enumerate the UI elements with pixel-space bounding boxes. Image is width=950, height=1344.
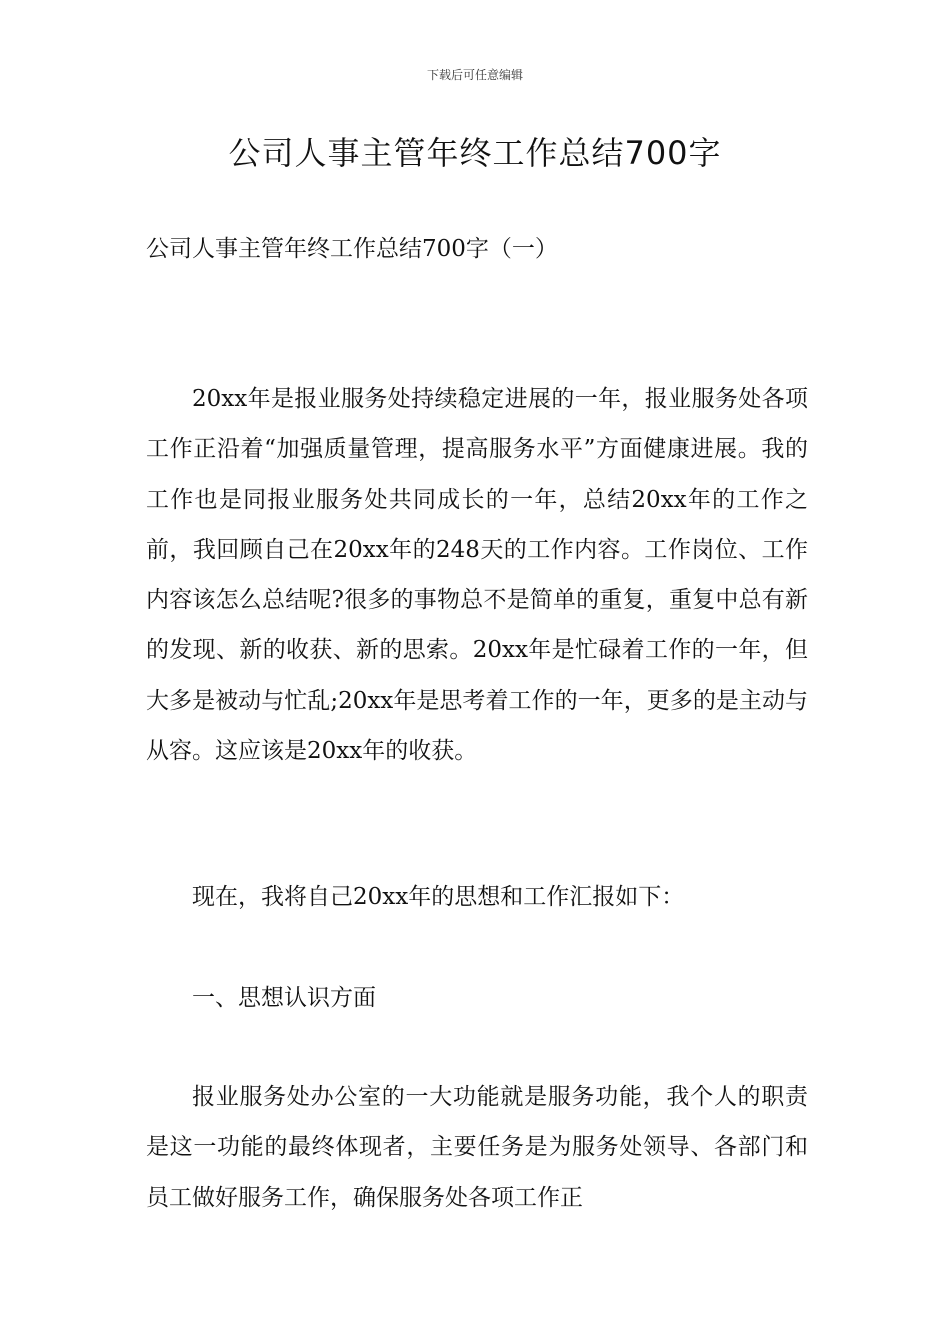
body-paragraph: 现在，我将自己20xx年的思想和工作汇报如下： — [192, 884, 685, 910]
body-paragraph: 报业服务处办公室的一大功能就是服务功能，我个人的职责是这一功能的最终体现者，主要任务是为服务处领导、各部门和员工做好服务工作，确保服务处各项工作正 — [146, 1084, 808, 1211]
header-note: 下载后可任意编辑 — [426, 68, 523, 82]
section-heading: 一、思想认识方面 — [192, 985, 376, 1011]
section-subtitle: 公司人事主管年终工作总结700字（一） — [146, 236, 558, 262]
body-paragraph: 20xx年是报业服务处持续稳定进展的一年，报业服务处各项工作正沿着“加强质量管理，提高服务水平”方面健康进展。我的工作也是同报业服务处共同成长的一年，总结20xx年的工作之前，我回顾自己在20xx年的248天的工作内容。工作岗位、工作内容该怎么总结呢?很多的事物总不是简单的重复，重复中总有新的发现、新的收获、新的思索。20xx年是忙碌着工作的一年，但大多是被动与忙乱;20xx年是思考着工作的一年，更多的是主动与从容。这应该是20xx年的收获。 — [146, 386, 808, 765]
document-title: 公司人事主管年终工作总结700字 — [228, 134, 722, 172]
